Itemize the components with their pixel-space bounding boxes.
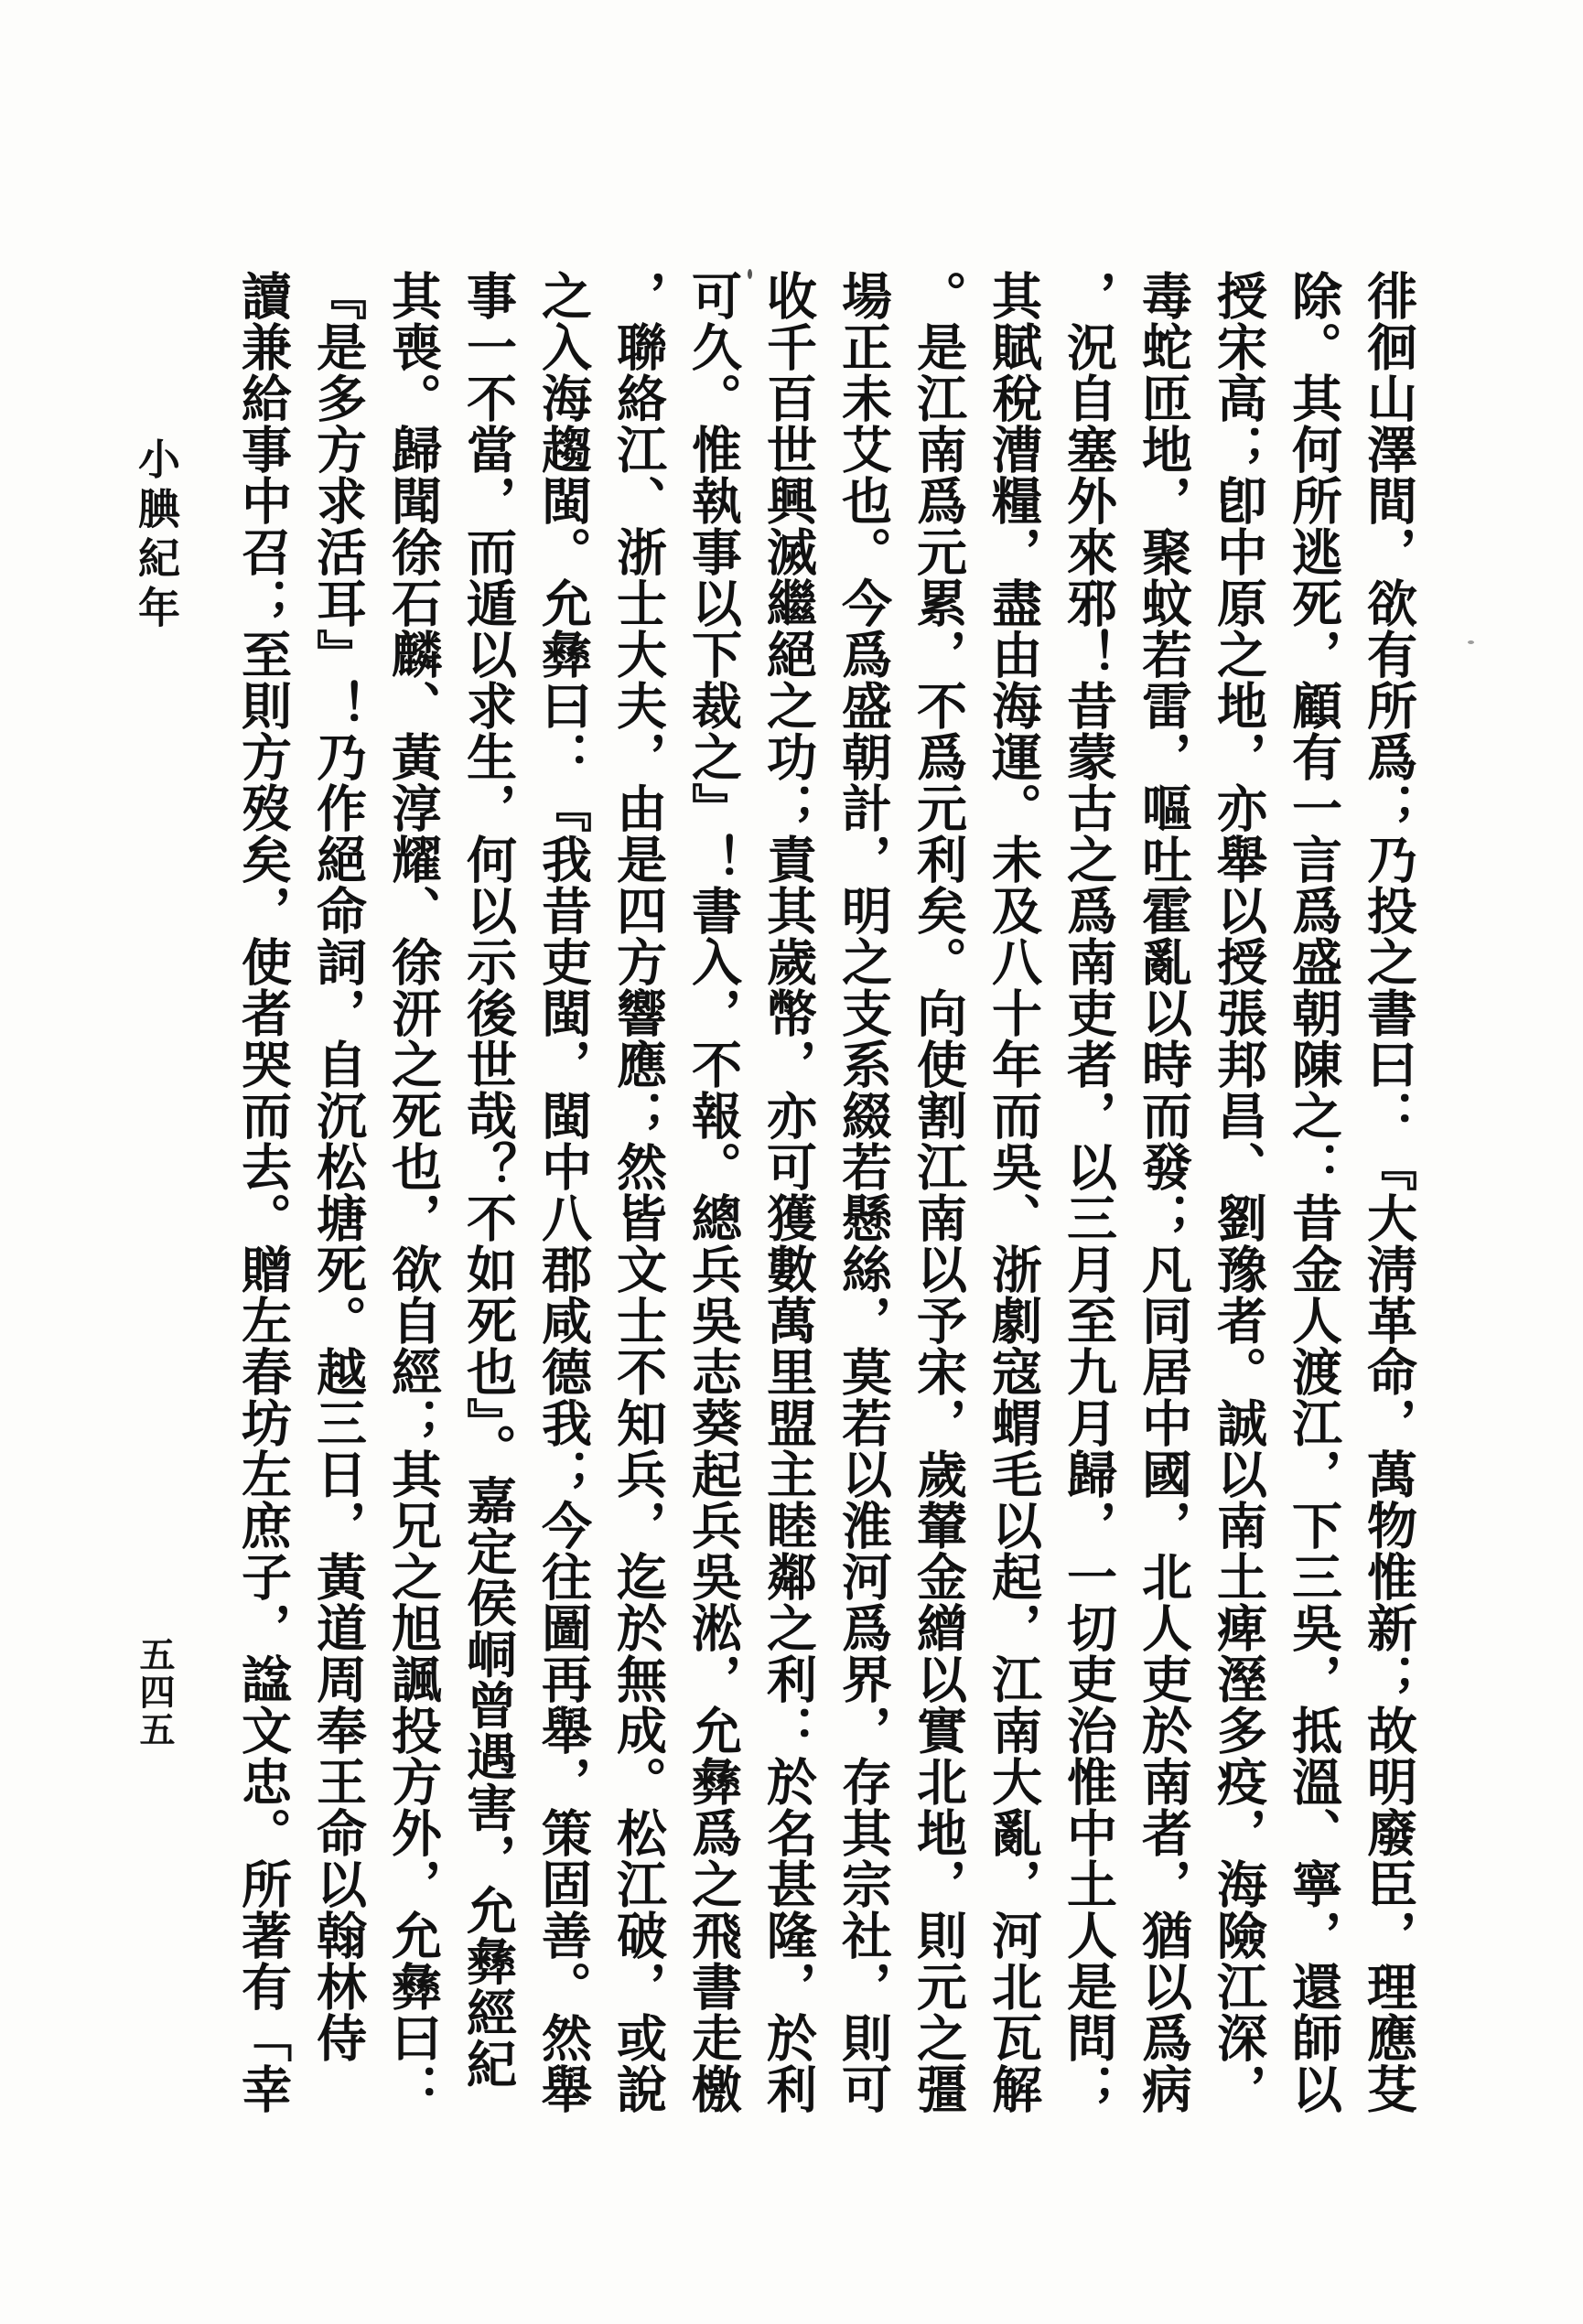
scan-speck: [1468, 640, 1474, 644]
text-column: 毒蛇匝地，聚蚊若雷，嘔吐霍亂以時而發；凡同居中國，北人吏於南者，猶以爲病: [1134, 270, 1193, 2114]
text-column: 『是多方求活耳』！乃作絕命詞，自沉松塘死。越三日，黃道周奉王命以翰林侍: [308, 270, 368, 2063]
text-column: 之入海趨閩。允彝曰：『我昔吏閩，閩中八郡咸德我；今往圖再舉，策固善。然舉: [533, 270, 593, 2114]
scan-speck: [430, 1374, 436, 1378]
text-column: 授宋高；卽中原之地，亦舉以授張邦昌、劉豫者。誠以南土痺溼多疫，海險江深，: [1209, 270, 1268, 2114]
text-column: 其喪。歸聞徐石麟、黃淳耀、徐汧之死也，欲自經；其兄之旭諷投方外，允彝曰：: [383, 270, 443, 2114]
text-column: 除。其何所逃死，顧有一言爲盛朝陳之：昔金人渡江，下三吳，抵溫、寧，還師以: [1284, 270, 1343, 2114]
text-column: 場正未艾也。今爲盛朝計，明之支系綴若懸絲，莫若以淮河爲界，存其宗社，則可: [834, 270, 893, 2114]
text-column: ，況自塞外來邪！昔蒙古之爲南吏者，以三月至九月歸，一切吏治惟中土人是問；: [1059, 270, 1118, 2114]
text-column: 事一不當，而遁以求生，何以示後世哉？不如死也』。嘉定侯峒曾遇害，允彝經紀: [458, 270, 518, 2090]
text-column: ，聯絡江、浙士大夫，由是四方響應；然皆文士不知兵，迄於無成。松江破，或說: [608, 270, 668, 2114]
text-column: 收千百世興滅繼絕之功；責其歲幣，亦可獲數萬里盟主睦鄰之利：於名甚隆，於利: [759, 270, 818, 2114]
scan-speck: [748, 269, 752, 279]
text-column: 徘徊山澤間，欲有所爲；乃投之書曰：『大淸革命，萬物惟新；故明廢臣，理應芟: [1359, 270, 1418, 2114]
body-text-block: [215, 270, 1416, 2127]
text-column: 讀兼給事中召；至則方歿矣，使者哭而去。贈左春坊左庶子，諡文忠。所著有「幸: [233, 270, 293, 2114]
text-column: 。是江南爲元累，不爲元利矣。向使割江南以予宋，歲輦金繒以實北地，則元之彊: [909, 270, 968, 2114]
text-column: 其賦稅漕糧，盡由海運。未及八十年而吳、浙劇寇蝟毛以起，江南大亂，河北瓦解: [984, 270, 1043, 2114]
folio-page-number: 五四五: [134, 1636, 176, 1748]
text-column: 可久。惟執事以下裁之』！書入，不報。總兵吳志葵起兵吳淞，允彝爲之飛書走檄: [684, 270, 743, 2114]
running-title: 小腆紀年: [132, 437, 181, 635]
